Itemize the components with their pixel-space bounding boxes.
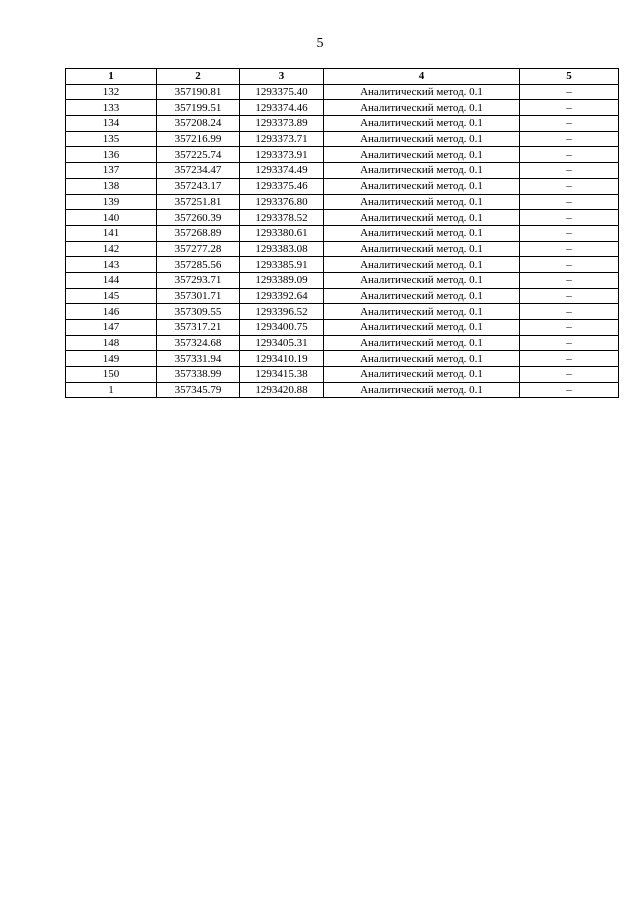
x-coordinate-cell: 357243.17 xyxy=(157,178,240,194)
coordinates-table xyxy=(65,68,619,398)
method-cell: Аналитический метод. 0.1 xyxy=(324,257,520,273)
y-coordinate-cell: 1293375.46 xyxy=(240,178,324,194)
point-number-cell: 136 xyxy=(66,147,157,163)
note-cell: – xyxy=(520,163,619,179)
header-cell-1: 1 xyxy=(66,69,157,85)
point-number-cell: 149 xyxy=(66,351,157,367)
y-coordinate-cell: 1293415.38 xyxy=(240,367,324,383)
x-coordinate-cell: 357309.55 xyxy=(157,304,240,320)
method-cell: Аналитический метод. 0.1 xyxy=(324,147,520,163)
point-number-cell: 140 xyxy=(66,210,157,226)
point-number-cell: 133 xyxy=(66,100,157,116)
note-cell: – xyxy=(520,272,619,288)
header-row xyxy=(66,69,619,85)
page-number: 5 xyxy=(316,36,324,51)
note-cell: – xyxy=(520,241,619,257)
table-header xyxy=(66,69,619,85)
table-row xyxy=(66,147,619,163)
y-coordinate-cell: 1293380.61 xyxy=(240,225,324,241)
table-row xyxy=(66,210,619,226)
note-cell: – xyxy=(520,131,619,147)
x-coordinate-cell: 357268.89 xyxy=(157,225,240,241)
method-cell: Аналитический метод. 0.1 xyxy=(324,304,520,320)
note-cell: – xyxy=(520,351,619,367)
note-cell: – xyxy=(520,288,619,304)
point-number-cell: 143 xyxy=(66,257,157,273)
x-coordinate-cell: 357285.56 xyxy=(157,257,240,273)
method-cell: Аналитический метод. 0.1 xyxy=(324,84,520,100)
x-coordinate-cell: 357234.47 xyxy=(157,163,240,179)
y-coordinate-cell: 1293374.49 xyxy=(240,163,324,179)
note-cell: – xyxy=(520,147,619,163)
x-coordinate-cell: 357260.39 xyxy=(157,210,240,226)
y-coordinate-cell: 1293373.91 xyxy=(240,147,324,163)
point-number-cell: 138 xyxy=(66,178,157,194)
x-coordinate-cell: 357225.74 xyxy=(157,147,240,163)
x-coordinate-cell: 357345.79 xyxy=(157,382,240,398)
table-row xyxy=(66,288,619,304)
note-cell: – xyxy=(520,194,619,210)
x-coordinate-cell: 357301.71 xyxy=(157,288,240,304)
point-number-cell: 148 xyxy=(66,335,157,351)
y-coordinate-cell: 1293385.91 xyxy=(240,257,324,273)
method-cell: Аналитический метод. 0.1 xyxy=(324,351,520,367)
method-cell: Аналитический метод. 0.1 xyxy=(324,210,520,226)
point-number-cell: 146 xyxy=(66,304,157,320)
point-number-cell: 134 xyxy=(66,116,157,132)
table-row xyxy=(66,304,619,320)
note-cell: – xyxy=(520,304,619,320)
x-coordinate-cell: 357293.71 xyxy=(157,272,240,288)
note-cell: – xyxy=(520,178,619,194)
note-cell: – xyxy=(520,100,619,116)
note-cell: – xyxy=(520,367,619,383)
table-row xyxy=(66,351,619,367)
header-cell-5: 5 xyxy=(520,69,619,85)
table-row xyxy=(66,84,619,100)
point-number-cell: 1 xyxy=(66,382,157,398)
method-cell: Аналитический метод. 0.1 xyxy=(324,116,520,132)
method-cell: Аналитический метод. 0.1 xyxy=(324,131,520,147)
note-cell: – xyxy=(520,210,619,226)
y-coordinate-cell: 1293378.52 xyxy=(240,210,324,226)
x-coordinate-cell: 357190.81 xyxy=(157,84,240,100)
method-cell: Аналитический метод. 0.1 xyxy=(324,288,520,304)
header-cell-3: 3 xyxy=(240,69,324,85)
y-coordinate-cell: 1293420.88 xyxy=(240,382,324,398)
table-row xyxy=(66,367,619,383)
y-coordinate-cell: 1293392.64 xyxy=(240,288,324,304)
point-number-cell: 144 xyxy=(66,272,157,288)
y-coordinate-cell: 1293373.71 xyxy=(240,131,324,147)
header-cell-2: 2 xyxy=(157,69,240,85)
point-number-cell: 139 xyxy=(66,194,157,210)
table-row xyxy=(66,131,619,147)
y-coordinate-cell: 1293376.80 xyxy=(240,194,324,210)
table-row xyxy=(66,257,619,273)
x-coordinate-cell: 357331.94 xyxy=(157,351,240,367)
point-number-cell: 132 xyxy=(66,84,157,100)
method-cell: Аналитический метод. 0.1 xyxy=(324,382,520,398)
note-cell: – xyxy=(520,257,619,273)
method-cell: Аналитический метод. 0.1 xyxy=(324,320,520,336)
y-coordinate-cell: 1293389.09 xyxy=(240,272,324,288)
y-coordinate-cell: 1293375.40 xyxy=(240,84,324,100)
table-row xyxy=(66,335,619,351)
point-number-cell: 147 xyxy=(66,320,157,336)
point-number-cell: 145 xyxy=(66,288,157,304)
note-cell: – xyxy=(520,116,619,132)
y-coordinate-cell: 1293410.19 xyxy=(240,351,324,367)
point-number-cell: 150 xyxy=(66,367,157,383)
note-cell: – xyxy=(520,225,619,241)
table-row xyxy=(66,382,619,398)
method-cell: Аналитический метод. 0.1 xyxy=(324,272,520,288)
point-number-cell: 141 xyxy=(66,225,157,241)
table-row xyxy=(66,225,619,241)
method-cell: Аналитический метод. 0.1 xyxy=(324,225,520,241)
x-coordinate-cell: 357317.21 xyxy=(157,320,240,336)
note-cell: – xyxy=(520,84,619,100)
table-row xyxy=(66,320,619,336)
y-coordinate-cell: 1293400.75 xyxy=(240,320,324,336)
y-coordinate-cell: 1293405.31 xyxy=(240,335,324,351)
x-coordinate-cell: 357277.28 xyxy=(157,241,240,257)
x-coordinate-cell: 357338.99 xyxy=(157,367,240,383)
method-cell: Аналитический метод. 0.1 xyxy=(324,367,520,383)
point-number-cell: 137 xyxy=(66,163,157,179)
table-row xyxy=(66,163,619,179)
table-row xyxy=(66,100,619,116)
x-coordinate-cell: 357208.24 xyxy=(157,116,240,132)
table-row xyxy=(66,272,619,288)
note-cell: – xyxy=(520,320,619,336)
y-coordinate-cell: 1293396.52 xyxy=(240,304,324,320)
table-row xyxy=(66,194,619,210)
point-number-cell: 135 xyxy=(66,131,157,147)
note-cell: – xyxy=(520,382,619,398)
method-cell: Аналитический метод. 0.1 xyxy=(324,178,520,194)
y-coordinate-cell: 1293383.08 xyxy=(240,241,324,257)
table-body xyxy=(66,84,619,398)
x-coordinate-cell: 357251.81 xyxy=(157,194,240,210)
header-cell-4: 4 xyxy=(324,69,520,85)
method-cell: Аналитический метод. 0.1 xyxy=(324,241,520,257)
method-cell: Аналитический метод. 0.1 xyxy=(324,335,520,351)
table-row xyxy=(66,178,619,194)
note-cell: – xyxy=(520,335,619,351)
table-row xyxy=(66,241,619,257)
method-cell: Аналитический метод. 0.1 xyxy=(324,163,520,179)
method-cell: Аналитический метод. 0.1 xyxy=(324,100,520,116)
table-row xyxy=(66,116,619,132)
method-cell: Аналитический метод. 0.1 xyxy=(324,194,520,210)
y-coordinate-cell: 1293374.46 xyxy=(240,100,324,116)
y-coordinate-cell: 1293373.89 xyxy=(240,116,324,132)
x-coordinate-cell: 357324.68 xyxy=(157,335,240,351)
x-coordinate-cell: 357199.51 xyxy=(157,100,240,116)
point-number-cell: 142 xyxy=(66,241,157,257)
x-coordinate-cell: 357216.99 xyxy=(157,131,240,147)
